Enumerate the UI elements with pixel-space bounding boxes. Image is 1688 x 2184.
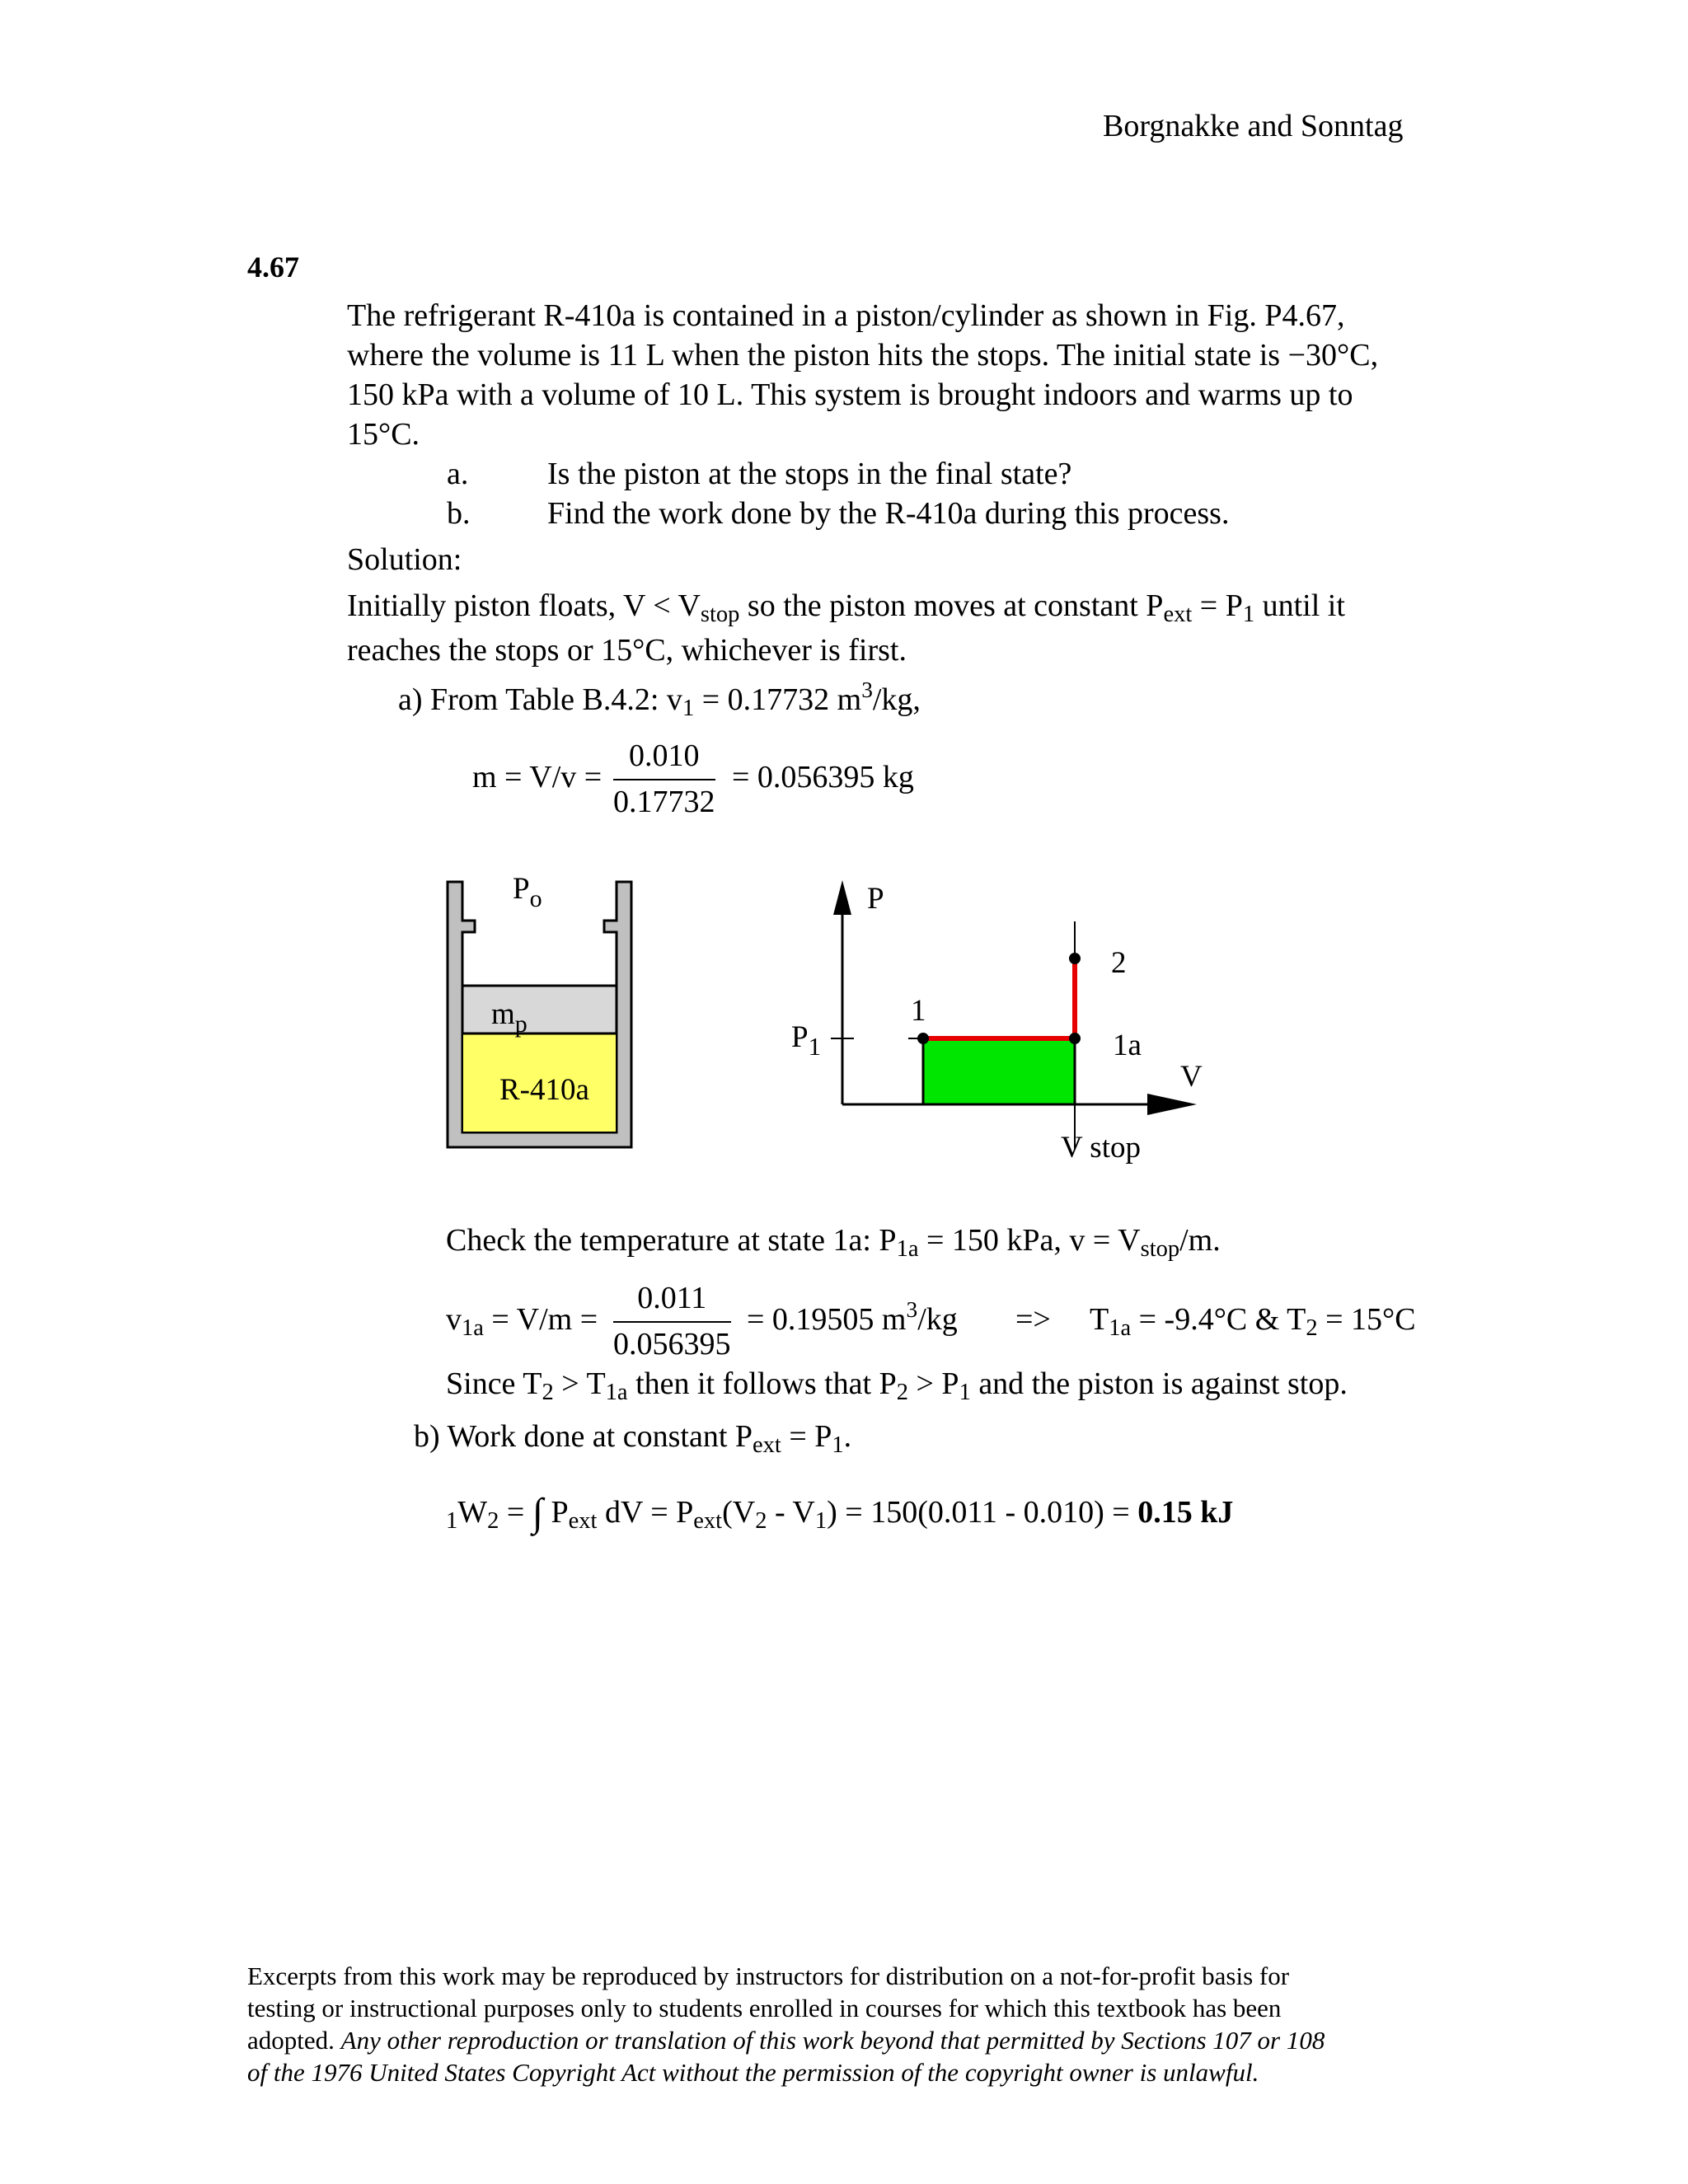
solution-heading: Solution: xyxy=(347,542,462,577)
part-text: Find the work done by the R-410a during this process. xyxy=(547,496,1230,531)
piston-mass-label: $m_p$ xyxy=(491,997,528,1038)
state-2-point xyxy=(1069,953,1081,964)
work-equation: $_1W_2$ = ∫ $P_{ext}$ dV = $P_{ext}(V_2 - V_1) = 150(0.011 - 0.010) = 0.15$ kJ xyxy=(446,1491,1234,1535)
work-area xyxy=(923,1038,1075,1104)
work-result: 0.15 kJ xyxy=(1137,1495,1234,1530)
problem-number: 4.67 xyxy=(247,251,299,284)
y-axis-arrowhead xyxy=(833,880,851,915)
statement-line: The refrigerant R-410a is contained in a piston/cylinder as shown in Fig. P4.67, xyxy=(347,298,1345,333)
table-lookup-line: a) From Table B.4.2: $v_1 = 0.17732$ $m^3/kg$, xyxy=(398,677,921,722)
footer-line: Excerpts from this work may be reproduced by instructors for distribution on a not-for-profit basis for xyxy=(247,1961,1290,1990)
part-label: b. xyxy=(447,496,471,531)
footer-line: testing or instructional purposes only to students enrolled in courses for which this textbook has been xyxy=(247,1994,1282,2022)
statement-line: 15°C. xyxy=(347,417,420,452)
v1a-fraction xyxy=(613,1280,731,1362)
t1a-result: $T_{1a} = -9.4^\circ C$ & $T_2 = 15^\circ C$ xyxy=(1090,1302,1416,1342)
statement-line: where the volume is 11 L when the piston hits the stops. The initial state is −30°C, xyxy=(347,338,1379,373)
mass-rhs: = 0.056395 kg xyxy=(732,760,914,794)
x-axis-label: V xyxy=(1180,1060,1203,1094)
header-authors: Borgnakke and Sonntag xyxy=(1103,109,1404,143)
part-label: a. xyxy=(447,457,469,491)
footer-line: of the 1976 United States Copyright Act without the permission of the copyright owner is unlawful. xyxy=(247,2058,1259,2087)
solution-initial-line: Initially piston floats, $V < V_{stop}$ so the piston moves at constant $P_{ext} = P_1$ until it xyxy=(347,588,1345,628)
state-1a-label: 1a xyxy=(1113,1029,1142,1062)
y-axis-label: P xyxy=(867,882,884,916)
part-text: Is the piston at the stops in the final state? xyxy=(547,457,1072,491)
v1a-rhs: = 0.19505 $m^3/kg$ xyxy=(747,1296,958,1337)
x-axis-arrowhead xyxy=(1147,1094,1197,1115)
fluid-label: R-410a xyxy=(499,1073,589,1107)
implies-arrow: => xyxy=(1015,1302,1051,1337)
solution-initial-line2: reaches the stops or 15°C, whichever is first. xyxy=(347,633,907,668)
v1a-lhs: $v_{1a} = V/m$ = xyxy=(446,1302,598,1342)
state-2-label: 2 xyxy=(1111,946,1127,980)
state-1a-point xyxy=(1069,1033,1081,1044)
v1a-denominator: 0.056395 xyxy=(613,1327,731,1361)
integral-sign: ∫ xyxy=(532,1491,543,1535)
v1a-numerator: 0.011 xyxy=(613,1280,731,1323)
state-1-label: 1 xyxy=(911,994,926,1028)
ambient-pressure-label: $P_o$ xyxy=(513,872,542,912)
since-line: Since $T_2 > T_{1a}$ then it follows that $P_2 > P_1$ and the piston is against stop. xyxy=(446,1366,1348,1406)
mass-numerator: 0.010 xyxy=(613,738,715,780)
vstop-label: V stop xyxy=(1061,1131,1141,1165)
check-line: Check the temperature at state 1a: $P_{1a} = 150$ kPa, $v = V_{stop}/m$. xyxy=(446,1223,1221,1263)
part-b-line: b) Work done at constant $P_{ext} = P_1$. xyxy=(414,1419,852,1459)
mass-denominator: 0.17732 xyxy=(613,785,715,819)
statement-line: 150 kPa with a volume of 10 L. This system is brought indoors and warms up to xyxy=(347,377,1353,412)
p1-label: $P_1$ xyxy=(791,1020,822,1061)
mass-lhs: m = V/v = xyxy=(472,760,603,794)
footer-line: adopted. Any other reproduction or translation of this work beyond that permitted by Sections 107 or 108 xyxy=(247,2026,1325,2055)
state-1-point xyxy=(917,1033,929,1044)
